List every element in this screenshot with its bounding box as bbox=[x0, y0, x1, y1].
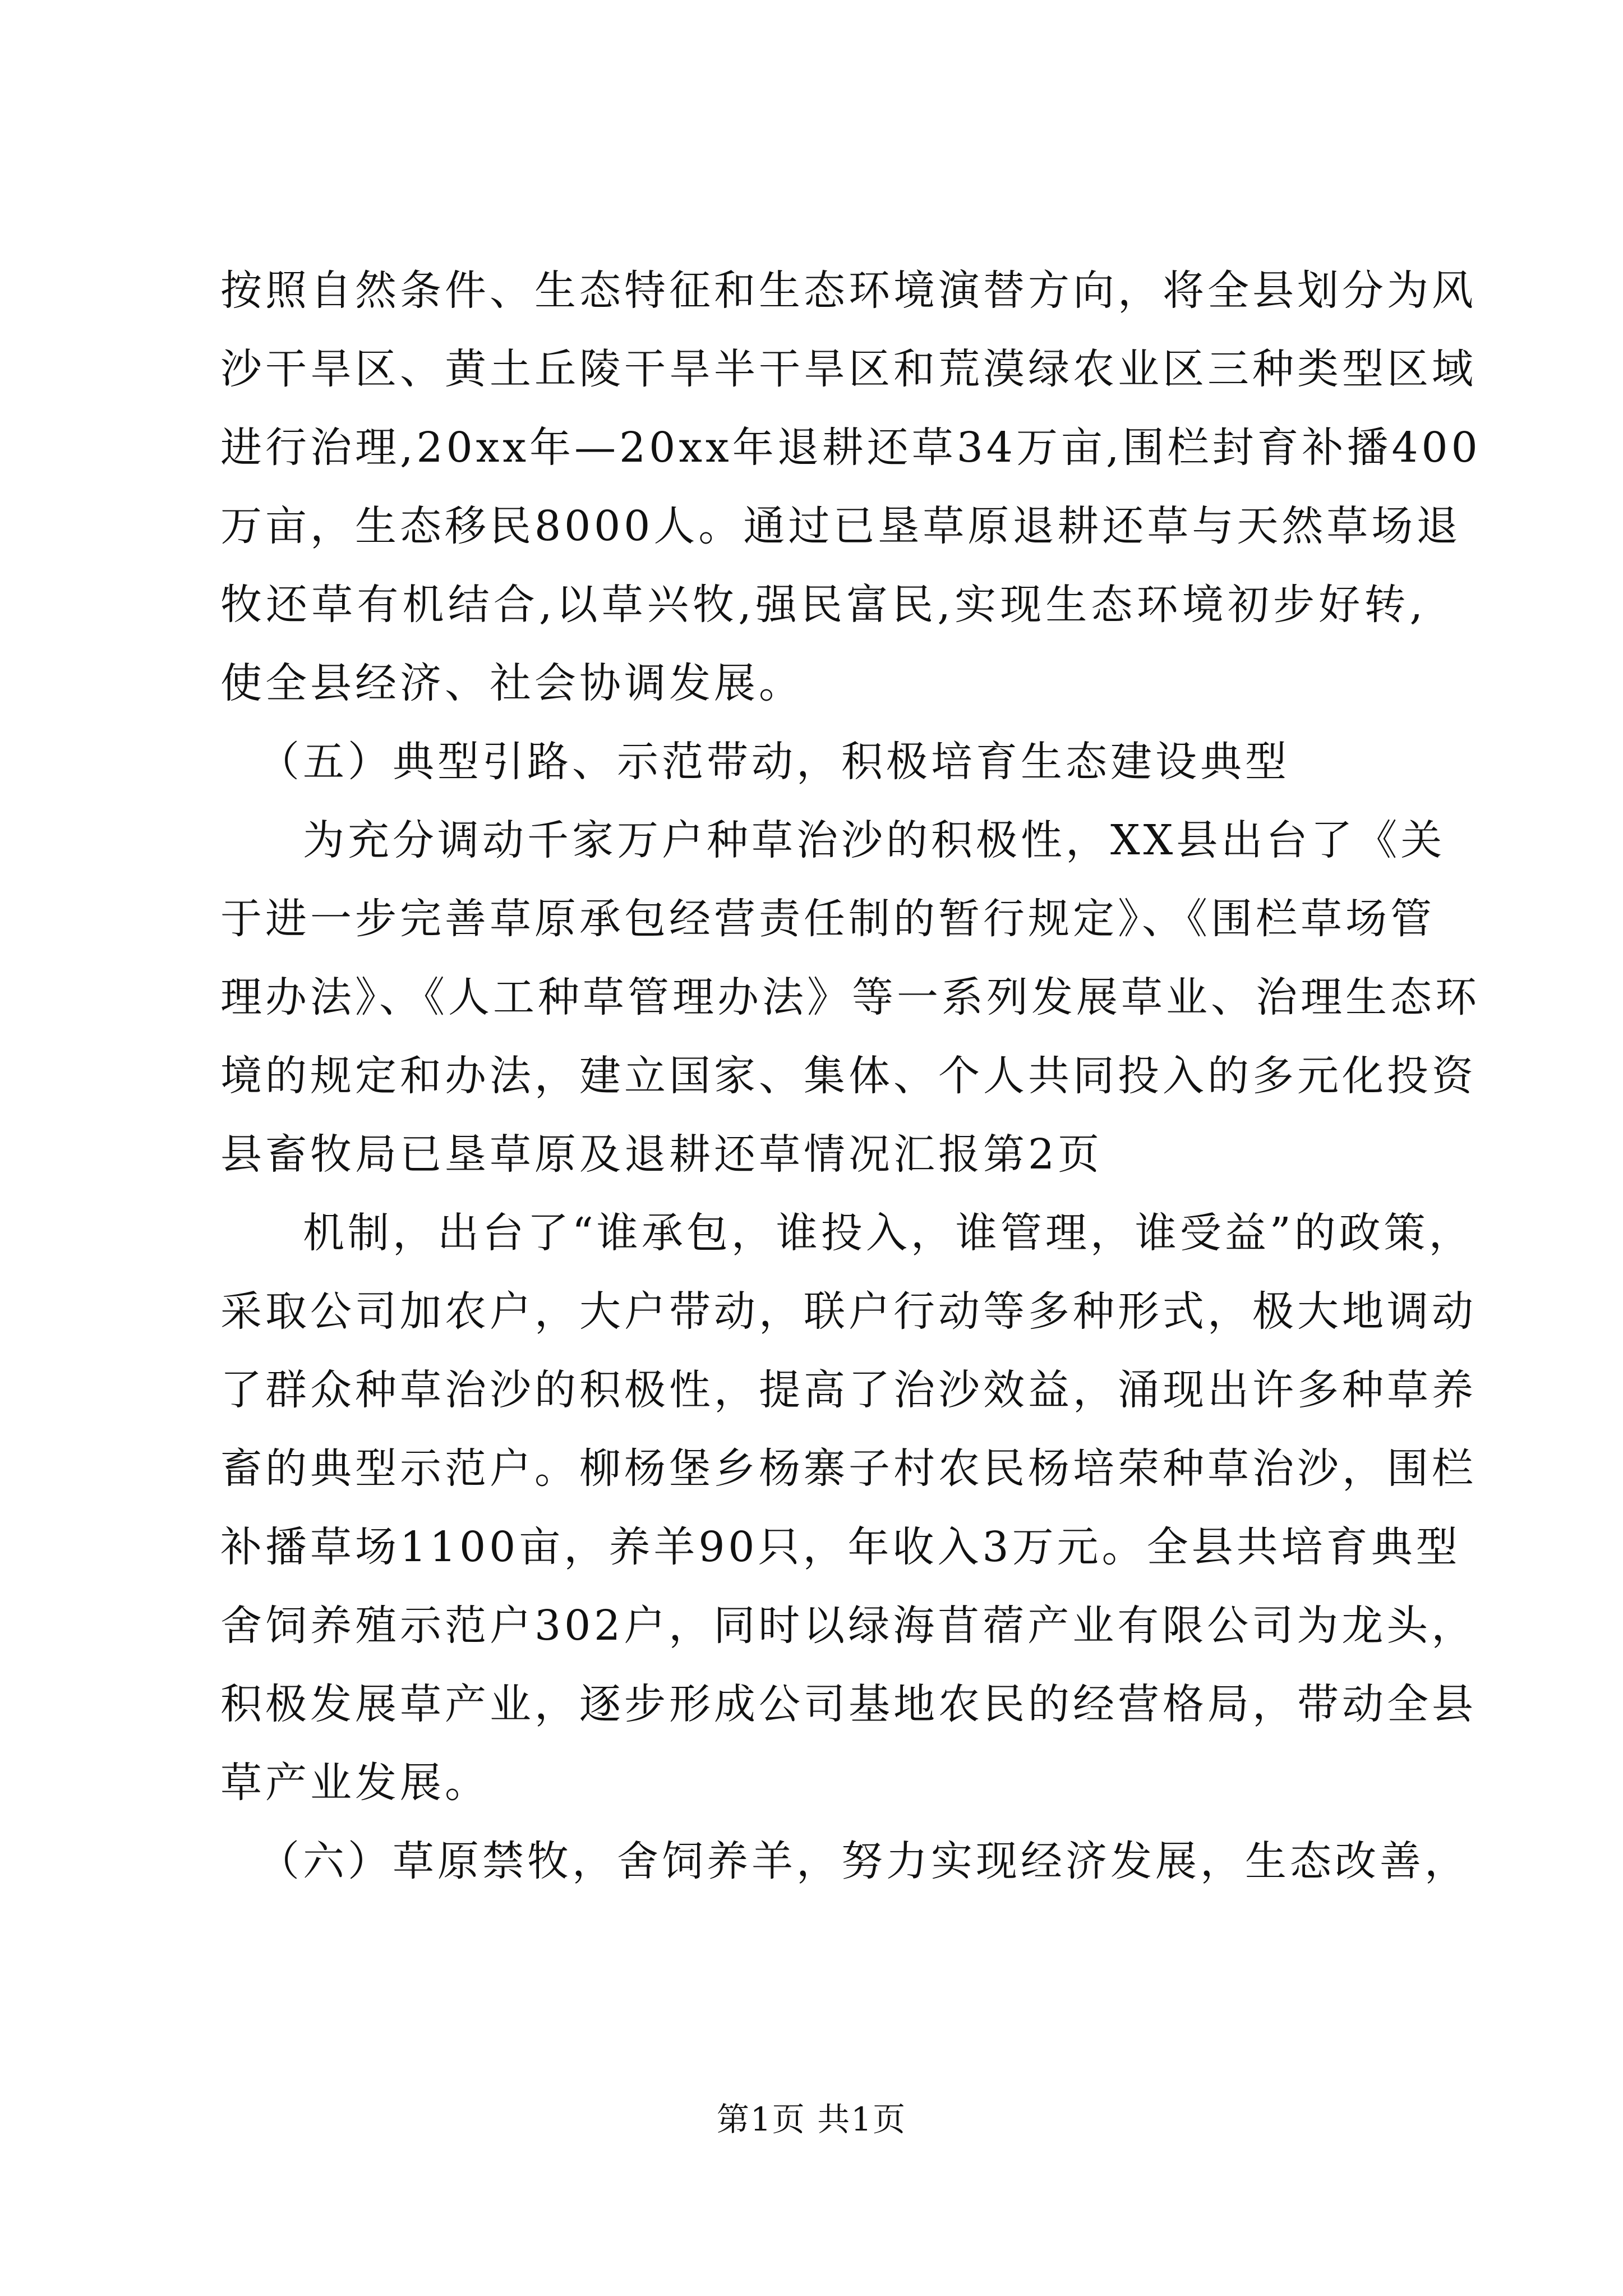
paragraph-line: 为充分调动千家万户种草治沙的积极性，XX县出台了《关 bbox=[303, 816, 1446, 864]
paragraph-line: 积极发展草产业，逐步形成公司基地农民的经营格局，带动全县 bbox=[220, 1680, 1477, 1728]
paragraph-line: 理办法》、《人工种草管理办法》等一系列发展草业、治理生态环 bbox=[220, 973, 1480, 1022]
paragraph-line: 了群众种草治沙的积极性，提高了治沙效益，涌现出许多种草养 bbox=[220, 1366, 1477, 1414]
paragraph-line: 沙干旱区、黄土丘陵干旱半干旱区和荒漠绿农业区三种类型区域 bbox=[220, 345, 1477, 393]
paragraph-line: 进行治理,20xx年—20xx年退耕还草34万亩,围栏封育补播400 bbox=[220, 424, 1481, 472]
page-footer: 第1页 共1页 bbox=[716, 2100, 907, 2138]
paragraph-line: 牧还草有机结合,以草兴牧,强民富民,实现生态环境初步好转, bbox=[220, 581, 1426, 629]
paragraph-line: 舍饲养殖示范户302户，同时以绿海苜蓿产业有限公司为龙头， bbox=[220, 1602, 1477, 1650]
paragraph-line: 于进一步完善草原承包经营责任制的暂行规定》、《围栏草场管 bbox=[220, 895, 1435, 943]
section-heading: （六）草原禁牧，舍饲养羊，努力实现经济发展，生态改善， bbox=[258, 1837, 1469, 1885]
paragraph-line: 使全县经济、社会协调发展。 bbox=[220, 659, 804, 707]
paragraph-line: 机制，出台了“谁承包，谁投入，谁管理，谁受益”的政策， bbox=[303, 1209, 1474, 1257]
paragraph-line: 草产业发展。 bbox=[220, 1759, 490, 1807]
paragraph-line: 境的规定和办法，建立国家、集体、个人共同投入的多元化投资 bbox=[220, 1052, 1477, 1100]
paragraph-line: 畜的典型示范户。柳杨堡乡杨寨子村农民杨培荣种草治沙，围栏 bbox=[220, 1444, 1477, 1493]
paragraph-line: 补播草场1100亩，养羊90只，年收入3万元。全县共培育典型 bbox=[220, 1523, 1461, 1571]
page-break-title: 县畜牧局已垦草原及退耕还草情况汇报第2页 bbox=[220, 1130, 1103, 1179]
paragraph-line: 按照自然条件、生态特征和生态环境演替方向，将全县划分为风 bbox=[220, 266, 1477, 315]
paragraph-line: 万亩，生态移民8000人。通过已垦草原退耕还草与天然草场退 bbox=[220, 502, 1461, 550]
paragraph-line: 采取公司加农户，大户带动，联户行动等多种形式，极大地调动 bbox=[220, 1287, 1477, 1336]
section-heading: （五）典型引路、示范带动，积极培育生态建设典型 bbox=[258, 738, 1290, 786]
